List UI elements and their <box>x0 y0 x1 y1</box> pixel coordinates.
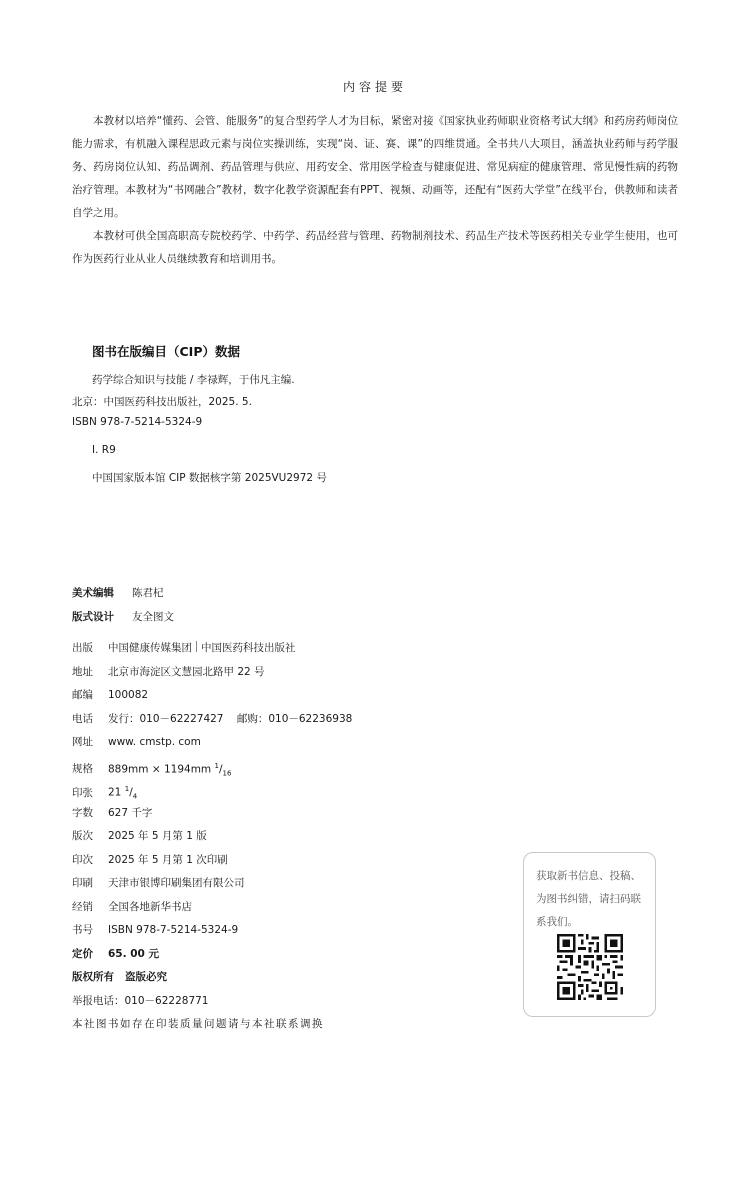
spec-row: 规格 889mm × 1194mm $^1/_{16}$ <box>72 755 352 779</box>
impression-value: 2025 年 5 月第 1 次印刷 <box>108 853 228 866</box>
cip-isbn-line: ISBN 978-7-5214-5324-9 <box>72 416 203 428</box>
qr-contact-card <box>523 852 656 1017</box>
sheets-fraction-numerator: 1 <box>124 785 130 793</box>
sheets-fraction-denominator: 4 <box>132 792 138 801</box>
layout-design-row <box>72 606 352 630</box>
word-count-value: 627 千字 <box>108 806 153 819</box>
qr-card-text: 获取新书信息、投稿、为图书纠错，请扫码联系我们。 <box>536 870 641 928</box>
spec-label: 规格 <box>72 763 93 775</box>
address-row <box>72 661 352 685</box>
publisher-label: 出版 <box>72 642 93 654</box>
printer-value: 天津市银博印刷集团有限公司 <box>108 877 245 889</box>
summary-paragraph: 本教材可供全国高职高专院校药学、中药学、药品经营与管理、药物制剂技术、药品生产技术等医药相关专业学生使用，也可作为医药行业从业人员继续教育和培训用书。 <box>72 230 678 265</box>
address-label: 地址 <box>72 665 93 678</box>
edition-value: 2025 年 5 月第 1 版 <box>108 830 207 842</box>
quality-notice: 本社图书如存在印装质量问题请与本社联系调换 <box>72 1018 324 1030</box>
isbn-row <box>72 919 352 943</box>
copyright-notice: 版权所有 盗版必究 <box>72 971 167 983</box>
summary-body <box>72 110 678 271</box>
website-label: 网址 <box>72 736 93 748</box>
sheets-row: 印张 21 $^1/_4$ <box>72 778 352 802</box>
summary-title: 内容提要 <box>342 80 407 94</box>
cip-publisher-line: 北京：中国医药科技出版社，2025. 5. <box>72 396 252 408</box>
cip-heading: 图书在版编目（CIP）数据 <box>92 344 240 359</box>
edition-row <box>72 825 352 849</box>
price-label: 定价 <box>72 947 93 960</box>
price-value: 65. 00 元 <box>108 947 160 960</box>
separator <box>196 641 197 652</box>
impression-row <box>72 849 352 873</box>
impression-label: 印次 <box>72 853 93 866</box>
phone-value: 发行：010－62227427 邮购：010－62236938 <box>108 712 353 725</box>
cip-classification-line: Ⅰ. R9 <box>92 444 116 456</box>
price-row <box>72 943 352 967</box>
publisher-name: 中国医药科技出版社 <box>201 642 296 654</box>
isbn-value: ISBN 978-7-5214-5324-9 <box>108 924 239 936</box>
distributor-label: 经销 <box>72 900 93 913</box>
postcode-label: 邮编 <box>72 689 93 701</box>
distributor-row <box>72 896 352 920</box>
printer-label: 印刷 <box>72 877 93 889</box>
art-editor-value: 陈君杞 <box>132 587 164 599</box>
website-value: www. cmstp. com <box>108 736 201 748</box>
isbn-label: 书号 <box>72 924 93 936</box>
sheets-value: 21 <box>108 786 122 799</box>
printer-row <box>72 872 352 896</box>
layout-design-label: 版式设计 <box>72 610 114 623</box>
phone-row <box>72 708 352 732</box>
postcode-value: 100082 <box>108 689 149 701</box>
sheets-label: 印张 <box>72 786 93 799</box>
word-count-row <box>72 802 352 826</box>
publisher-group: 中国健康传媒集团 <box>108 642 192 654</box>
publication-info <box>72 582 352 1037</box>
word-count-label: 字数 <box>72 806 93 819</box>
art-editor-label: 美术编辑 <box>72 587 114 599</box>
cip-record-line: 中国国家版本馆 CIP 数据核字第 2025VU2972 号 <box>92 472 327 484</box>
postcode-row <box>72 684 352 708</box>
publisher-row <box>72 637 352 661</box>
distributor-value: 全国各地新华书店 <box>108 900 192 913</box>
cip-title-line: 药学综合知识与技能 / 李禄辉，于伟凡主编. <box>92 374 295 386</box>
summary-paragraph: 本教材以培养“懂药、会管、能服务”的复合型药学人才为目标，紧密对接《国家执业药师职业资格考试大纲》和药房药师岗位能力需求，有机融入课程思政元素与岗位实操训练，实现“岗、证、赛、课”的四维贯通。全书共八大项目，涵盖执业药师与药学服务、药房岗位认知、药品调剂、药品管理与供应、用药安全、常用医学检查与健康促进、常见病症的健康管理、常见慢性病的药物治疗管理。本教材为“书网融合”教材，数字化教学资源配套有PPT、视频、动画等，还配有“医药大学堂”在线平台，供教师和读者自学之用。 <box>72 115 678 219</box>
phone-label: 电话 <box>72 712 93 725</box>
layout-design-value: 友全图文 <box>132 610 174 623</box>
spec-fraction-denominator: 16 <box>222 769 232 778</box>
edition-label: 版次 <box>72 830 93 842</box>
report-phone: 举报电话：010－62228771 <box>72 994 209 1007</box>
qr-code-icon[interactable] <box>557 934 623 1000</box>
address-value: 北京市海淀区文慧园北路甲 22 号 <box>108 665 265 678</box>
website-row <box>72 731 352 755</box>
art-editor-row <box>72 582 352 606</box>
spec-fraction-numerator: 1 <box>214 761 219 770</box>
spec-value: 889mm × 1194mm <box>108 763 212 775</box>
